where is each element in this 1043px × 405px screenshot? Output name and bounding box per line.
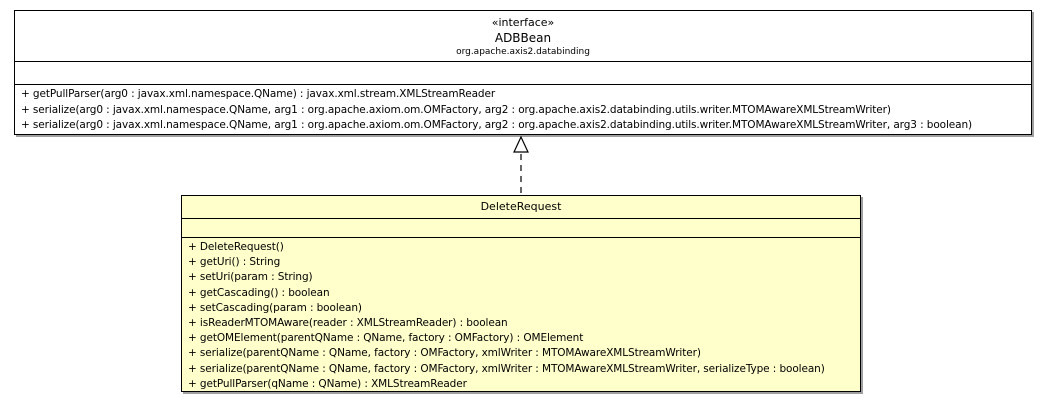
method-item: + serialize(parentQName : QName, factory : OMFactory, xmlWriter : MTOMAwareXMLStreamWriter, serializeType : boolean) (188, 362, 825, 375)
method-item: + serialize(parentQName : QName, factory : OMFactory, xmlWriter : MTOMAwareXMLStreamWriter) (188, 347, 701, 360)
method-item: + setCascading(param : boolean) (188, 301, 362, 314)
interface-stereotype: «interface» (491, 16, 555, 29)
method-item: + getUri() : String (188, 256, 281, 269)
method-item: + serialize(arg0 : javax.xml.namespace.QName, arg1 : org.apache.axiom.om.OMFactory, arg2 : org.apache.axis2.databinding.utils.writer.MTOMAwareXMLStreamWriter) (21, 103, 891, 116)
interface-package: org.apache.axis2.databinding (456, 47, 590, 57)
interface-attributes-compartment (15, 61, 1031, 84)
class-title-compartment (182, 196, 860, 218)
interface-title-compartment (15, 11, 1031, 61)
method-item: + setUri(param : String) (188, 271, 313, 284)
method-item: + getPullParser(arg0 : javax.xml.namespace.QName) : javax.xml.stream.XMLStreamReader (21, 88, 496, 100)
class-box-deleterequest[interactable] (181, 195, 861, 392)
method-item: + DeleteRequest() (188, 241, 284, 253)
interface-methods-compartment (15, 84, 1031, 134)
class-methods-compartment (182, 237, 860, 391)
method-item: + getCascading() : boolean (188, 286, 330, 299)
class-name: DeleteRequest (480, 200, 562, 213)
interface-box-adbbean[interactable] (14, 10, 1032, 135)
method-item: + getOMElement(parentQName : QName, factory : OMFactory) : OMElement (188, 332, 584, 345)
realization-arrow (505, 136, 537, 196)
class-attributes-compartment (182, 218, 860, 237)
hollow-triangle-arrowhead (514, 137, 528, 152)
method-item: + serialize(arg0 : javax.xml.namespace.QName, arg1 : org.apache.axiom.om.OMFactory, arg2 : org.apache.axis2.databinding.utils.writer.MTOMAwareXMLStreamWriter, arg3 : boolean) (21, 119, 973, 131)
interface-name: ADBBean (494, 31, 552, 45)
method-item: + getPullParser(qName : QName) : XMLStreamReader (188, 377, 467, 390)
method-item: + isReaderMTOMAware(reader : XMLStreamReader) : boolean (188, 317, 508, 330)
